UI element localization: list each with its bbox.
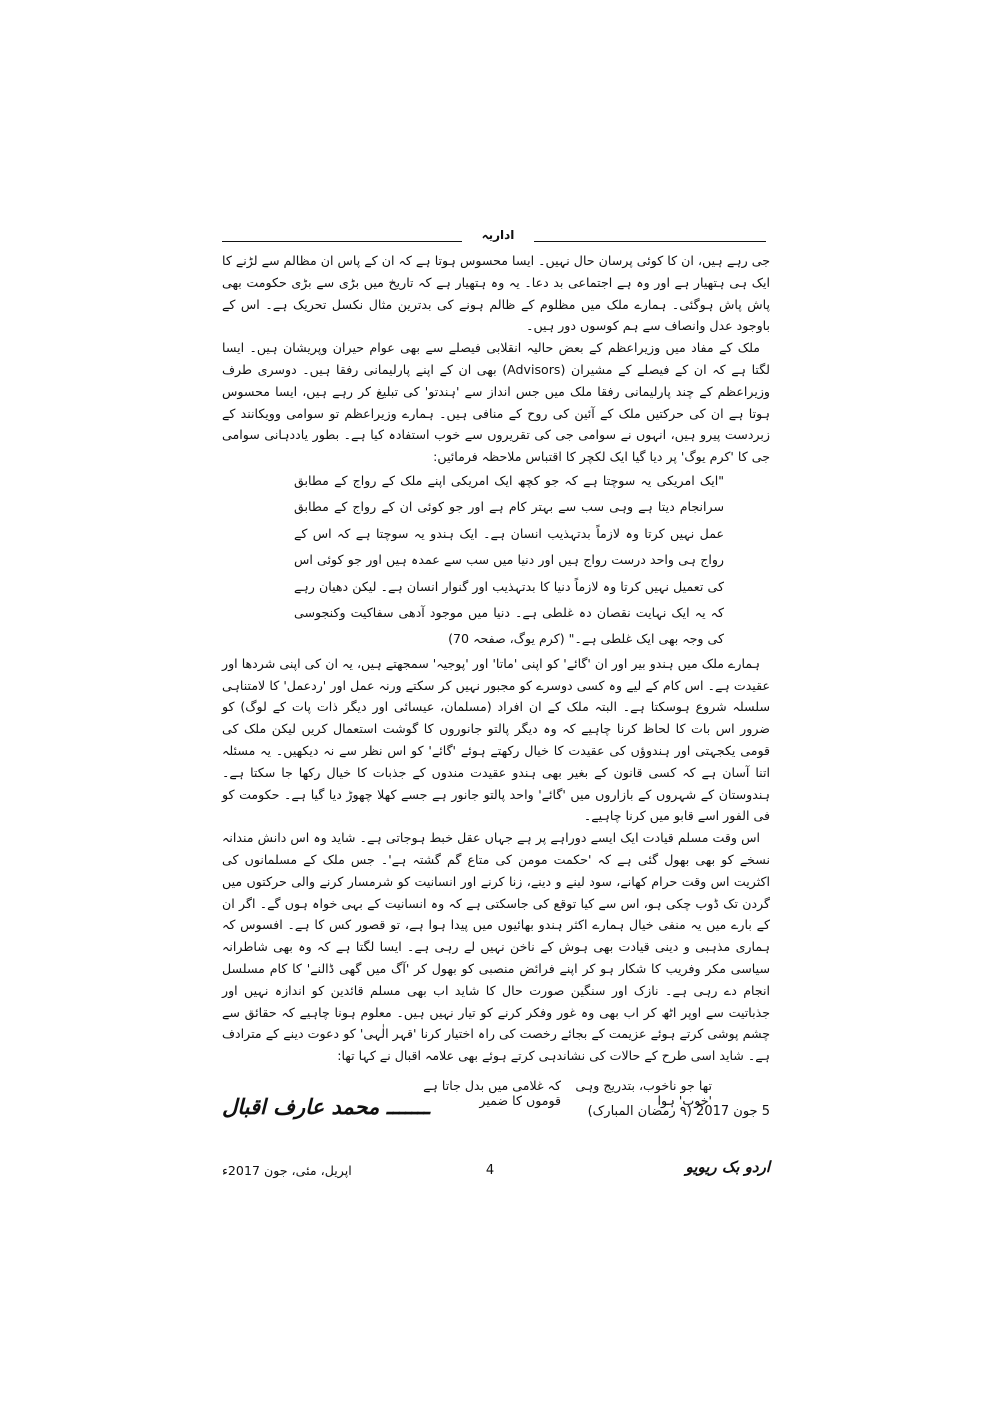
author-signature: ـــــــ محمد عارف اقبال	[222, 1094, 430, 1119]
date-line: 5 جون 2017 (۹ رمضان المبارک)	[587, 1104, 770, 1119]
issue-date: اپریل، مئی، جون 2017ء	[222, 1163, 352, 1178]
editorial-body	[222, 250, 770, 1067]
footer-rule	[222, 1126, 770, 1127]
page-number: 4	[485, 1163, 495, 1178]
couplet-first-hemistich: تھا جو ناخوب، بتدریج وہی 'خوب' ہوا	[575, 1078, 712, 1108]
journal-name: اردو بک ریویو	[685, 1158, 770, 1176]
couplet-second-hemistich: کہ غلامی میں بدل جاتا ہے قوموں کا ضمیر	[423, 1078, 561, 1108]
section-title: اداریہ	[462, 228, 534, 242]
paragraph-1: جی رہے ہیں، ان کا کوئی پرسان حال نہیں۔ ایسا محسوس ہوتا ہے کہ ان کے پاس ان مظالم سے لڑنے کا ایک ہی ہتھیار ہے اور وہ ہے اجتماعی بد دعا۔ یہ وہ ہتھیار ہے کہ تاریخ میں بڑی سے بڑی حکومت بھی پاش پاش ہوگئی۔ ہمارے ملک میں مظلوم کے ظالم ہونے کی بدترین مثال نکسل تحریک ہے۔ اس کے باوجود عدل وانصاف سے ہم کوسوں دور ہیں۔	[222, 253, 770, 334]
paragraph-2: ملک کے مفاد میں وزیراعظم کے بعض حالیہ انقلابی فیصلے سے بھی عوام حیران وپریشان ہیں۔ ایسا لگتا ہے کہ ان کے فیصلے کے مشیران (Advisors) بھی ان کے اپنے پارلیمانی رفقا ہیں۔ دوسری طرف وزیراعظم کے چند پارلیمانی رفقا ملک میں جس انداز سے 'ہندتو' کی تبلیغ کر رہے ہیں، ایسا محسوس ہوتا ہے ان کی حرکتیں ملک کے آئین کی روح کے منافی ہیں۔ ہمارے وزیراعظم تو سوامی وویکانند کے زبردست پیرو ہیں، انہوں نے سوامی جی کی تقریروں سے خوب استفادہ کیا ہے۔ بطور یاددہانی سوامی جی کا 'کرم یوگ' پر دیا گیا ایک لکچر کا اقتباس ملاحظہ فرمائیں:	[222, 340, 771, 465]
paragraph-4: اس وقت مسلم قیادت ایک ایسے دوراہے پر ہے جہاں عقل خبط ہوجاتی ہے۔ شاید وہ اس دانش مندانہ نسخے کو بھی بھول گئی ہے کہ 'حکمت مومن کی متاع گم گشتہ ہے'۔ جس ملک کے مسلمانوں کی اکثریت اس وقت حرام کھانے، سود لینے و دینے، زنا کرنے اور انسانیت کو شرمسار کرنے والی حرکتوں میں گردن تک ڈوب چکی ہو، اس سے کیا توقع کی جاسکتی ہے کہ وہ انسانیت کے بہی خواہ ہوں گے۔ اگر ان کے بارے میں یہ منفی خیال ہمارے اکثر ہندو بھائیوں میں پیدا ہوا ہے، تو قصور کس کا ہے۔ افسوس کہ ہماری مذہبی و دینی قیادت بھی ہوش کے ناخن نہیں لے رہی ہے۔ ایسا لگتا ہے کہ وہ بھی شاطرانہ سیاسی مکر وفریب کا شکار ہو کر اپنے فرائض منصبی کو بھول کر 'آگ میں گھی ڈالنے' کا کام مسلسل انجام دے رہی ہے۔ نازک اور سنگین صورت حال کا شاید اب بھی مسلم قائدین کو اندازہ نہیں اور جذباتیت سے اوپر اٹھ کر اب بھی وہ غور وفکر کرنے کو تیار نہیں ہیں۔ معلوم ہونا چاہیے کہ حقائق سے چشم پوشی کرتے ہوئے عزیمت کے بجائے رخصت کی راہ اختیار کرنا 'قہر الٰہی' کو دعوت دینے کے مترادف ہے۔ شاید اسی طرح کے حالات کی نشاندہی کرتے ہوئے بھی علامہ اقبال نے کہا تھا:	[222, 830, 770, 1064]
paragraph-3: ہمارے ملک میں ہندو بیر اور ان 'گائے' کو اپنی 'ماتا' اور 'پوجیہ' سمجھتے ہیں، یہ ان کی اپنی شردھا اور عقیدت ہے۔ اس کام کے لیے وہ کسی دوسرے کو مجبور نہیں کر سکتے ورنہ عمل اور 'ردعمل' کا لامتناہی سلسلہ شروع ہوسکتا ہے۔ البتہ ملک کے ان افراد (مسلمان، عیسائی اور دیگر ذات پات کے لوگ) کو ضرور اس بات کا لحاظ کرنا چاہیے کہ وہ دیگر پالتو جانوروں کا گوشت استعمال کریں لیکن ملک کی قومی یکجہتی اور ہندوؤں کی عقیدت کا خیال رکھتے ہوئے 'گائے' کو اس نظر سے نہ دیکھیں۔ یہ مسئلہ اتنا آسان ہے کہ کسی قانون کے بغیر بھی ہندو عقیدت مندوں کے جذبات کا خیال رکھا جا سکتا ہے۔ ہندوستان کے شہروں کے بازاروں میں 'گائے' واحد پالتو جانور ہے جسے کھلا چھوڑ دیا گیا ہے۔ حکومت کو فی الفور اسے قابو میں کرنا چاہیے۔	[222, 655, 770, 824]
quote-block: "ایک امریکی یہ سوچتا ہے کہ جو کچھ ایک امریکی اپنے ملک کے رواج کے مطابق سرانجام دیتا ہے وہی سب سے بہتر کام ہے اور جو کوئی ان کے رواج کے مطابق عمل نہیں کرتا وہ لازماً بدتہذیب انسان ہے۔ ایک ہندو یہ سوچتا ہے کہ اس کے رواج ہی واحد درست رواج ہیں اور دنیا میں سب سے عمدہ ہیں اور جو کوئی اس کی تعمیل نہیں کرتا وہ لازماً دنیا کا بدتہذیب اور گنوار انسان ہے۔ لیکن دھیان رہے کہ یہ ایک نہایت نقصان دہ غلطی ہے۔ دنیا میں موجود آدھی سفاکیت وکنجوسی کی وجہ بھی ایک غلطی ہے۔" (کرم یوگ، صفحہ 70)	[294, 472, 724, 647]
